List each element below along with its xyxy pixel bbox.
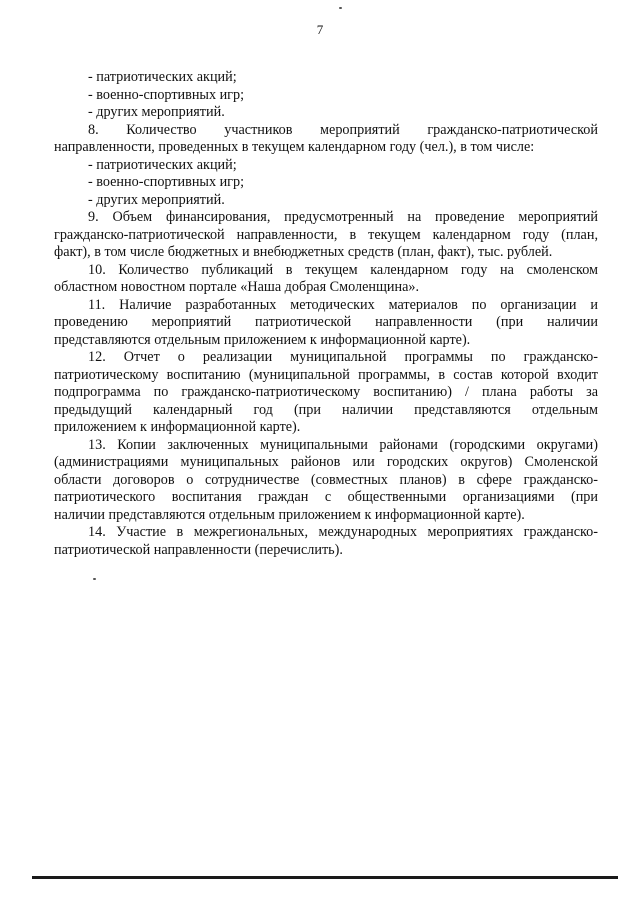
text-line: патриотической направленности (перечислить). [54, 541, 343, 558]
text-line: 12. Отчет о реализации муниципальной программы по гражданско- [88, 349, 598, 365]
text-line: 8. Количество участников мероприятий гражданско-патриотической [88, 121, 598, 138]
scan-speck [93, 578, 96, 580]
text-line: области договоров о сотрудничестве (совместных планов) в сфере гражданско- [54, 471, 598, 488]
text-line: патриотическому воспитанию (муниципальной программы, в состав которой входит [54, 366, 598, 383]
text-line: 9. Объем финансирования, предусмотренный на проведение мероприятий [88, 209, 598, 225]
text-line: - патриотических акций; [88, 69, 237, 85]
text-line: подпрограмма по гражданско-патриотическому воспитанию) / плана работы за [54, 384, 598, 400]
text-line: факт), в том числе бюджетных и внебюджетных средств (план, факт), тыс. рублей. [54, 244, 553, 260]
text-line: наличии представляются отдельным приложением к информационной карте). [54, 506, 525, 523]
text-line: 14. Участие в межрегиональных, международных мероприятиях гражданско- [88, 524, 598, 540]
text-line: 13. Копии заключенных муниципальными районами (городскими округами) [88, 436, 598, 453]
text-line: - других мероприятий. [88, 104, 225, 120]
text-line: (администрациями муниципальных районов или городских округов) Смоленской [54, 454, 598, 470]
page-number: 7 [316, 22, 324, 37]
text-line: предыдущий календарный год (при наличии представляются отдельным [54, 401, 598, 418]
text-line: гражданско-патриотической направленности, в текущем календарном году (план, [54, 226, 598, 243]
text-line: 11. Наличие разработанных методических материалов по организации и [88, 296, 598, 313]
text-line: представляются отдельным приложением к информационной карте). [54, 331, 471, 348]
text-line: - военно-спортивных игр; [88, 174, 245, 190]
text-line: патриотического воспитания граждан с общественными организациями (при [54, 489, 598, 505]
text-line: - патриотических акций; [88, 156, 237, 173]
text-line: 10. Количество публикаций в текущем календарном году на смоленском [88, 261, 598, 278]
document-body [54, 69, 598, 559]
text-line: приложением к информационной карте). [54, 419, 301, 435]
text-line: проведению мероприятий патриотической направленности (при наличии [54, 314, 598, 330]
scan-speck [339, 7, 342, 9]
bottom-rule [32, 876, 618, 879]
text-line: - других мероприятий. [88, 191, 225, 208]
text-line: - военно-спортивных игр; [88, 86, 245, 103]
text-line: направленности, проведенных в текущем календарном году (чел.), в том числе: [54, 139, 535, 155]
text-line: областном новостном портале «Наша добрая Смоленщина». [54, 279, 420, 295]
